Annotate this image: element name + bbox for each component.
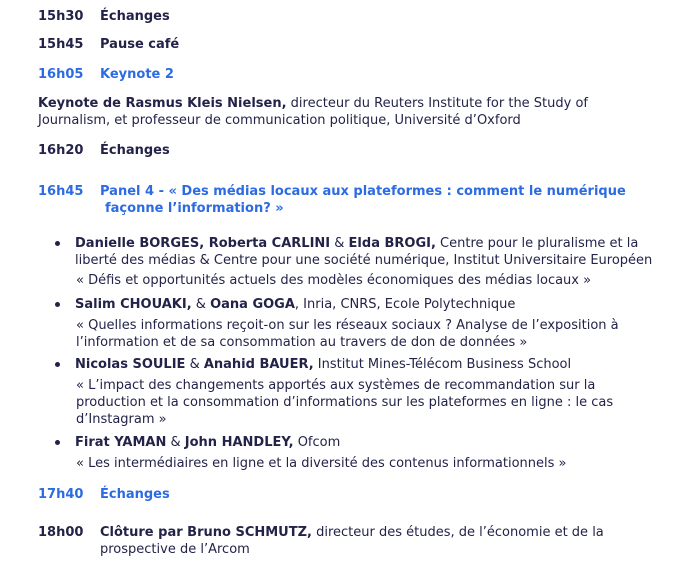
bullet-icon <box>55 362 60 367</box>
speaker-entry <box>75 434 653 451</box>
text-segment-bold: Échanges <box>100 9 170 24</box>
text-segment-bold: John HANDLEY, <box>184 435 294 450</box>
text-segment: Centre pour le pluralisme et la liberté des médias & Centre pour une société numérique, Institut Universitaire Européen <box>75 236 653 268</box>
text-segment-bold: Danielle BORGES, Roberta CARLINI <box>75 236 331 251</box>
description-paragraph <box>38 95 653 129</box>
bullet-row <box>38 235 653 269</box>
session-title <box>100 524 653 558</box>
text-segment-bold: Échanges <box>100 487 170 502</box>
text-segment-bold: Keynote de Rasmus Kleis Nielsen, <box>38 96 287 111</box>
text-segment-bold: Oana GOGA <box>210 297 295 312</box>
text-segment-bold: Clôture par Bruno SCHMUTZ, <box>100 525 312 540</box>
text-segment-bold: Nicolas SOULIE <box>75 357 186 372</box>
text-segment-bold: Elda BROGI, <box>348 236 436 251</box>
session-row <box>38 183 653 217</box>
bullet-icon <box>55 241 60 246</box>
session-title <box>100 8 653 25</box>
talk-title <box>38 317 653 351</box>
session-row <box>38 8 653 25</box>
text-segment-bold: Panel 4 - « Des médias locaux aux plateformes : comment le numérique façonne l’information? » <box>100 184 626 216</box>
text-segment-bold: Keynote 2 <box>100 67 174 82</box>
text-segment: Institut Mines-Télécom Business School <box>313 357 572 372</box>
text-segment-bold: Échanges <box>100 143 170 158</box>
speaker-entry <box>75 356 653 373</box>
session-time: 15h30 <box>38 9 84 24</box>
talk-title <box>38 455 653 472</box>
session-title <box>100 66 653 83</box>
session-title <box>100 183 653 217</box>
text-segment: « Quelles informations reçoit-on sur les réseaux sociaux ? Analyse de l’exposition à l’information et de sa consommation au travers de don de données » <box>76 318 619 350</box>
session-time: 18h00 <box>38 525 84 540</box>
text-segment-bold: Anahid BAUER, <box>203 357 314 372</box>
session-time: 16h45 <box>38 184 84 199</box>
speaker-entry <box>75 235 653 269</box>
bullet-row <box>38 356 653 373</box>
bullet-row <box>38 296 653 313</box>
text-segment: & <box>185 357 204 372</box>
session-row <box>38 486 653 503</box>
speaker-entry <box>75 296 653 313</box>
session-title <box>100 142 653 159</box>
text-segment: « Les intermédiaires en ligne et la diversité des contenus informationnels » <box>76 456 567 471</box>
text-segment: & <box>330 236 349 251</box>
session-row <box>38 36 653 53</box>
text-segment: directeur du Reuters Institute for the Study of Journalism, et professeur de communication politique, Université d’Oxford <box>38 96 589 128</box>
text-segment-bold: Firat YAMAN <box>75 435 167 450</box>
session-row <box>38 66 653 83</box>
bullet-icon <box>55 302 60 307</box>
text-segment: « L’impact des changements apportés aux systèmes de recommandation sur la production et la consommation d’informations sur les plateformes en ligne : le cas d’Instagram » <box>76 378 614 427</box>
session-time: 16h20 <box>38 143 84 158</box>
talk-title <box>38 272 653 289</box>
text-segment: « Défis et opportunités actuels des modèles économiques des médias locaux » <box>76 273 592 288</box>
session-time: 16h05 <box>38 67 84 82</box>
bullet-icon <box>55 440 60 445</box>
session-row <box>38 524 653 558</box>
session-time: 15h45 <box>38 37 84 52</box>
text-segment: , Inria, CNRS, Ecole Polytechnique <box>294 297 516 312</box>
text-segment: Ofcom <box>293 435 341 450</box>
session-title <box>100 36 653 53</box>
text-segment: directeur des études, de l’économie et de la prospective de l’Arcom <box>100 525 604 557</box>
text-segment-bold: Salim CHOUAKI, <box>75 297 192 312</box>
session-time: 17h40 <box>38 487 84 502</box>
text-segment-bold: Pause café <box>100 37 180 52</box>
bullet-row <box>38 434 653 451</box>
text-segment: & <box>191 297 211 312</box>
text-segment: & <box>166 435 185 450</box>
talk-title <box>38 377 653 428</box>
session-row <box>38 142 653 159</box>
session-title <box>100 486 653 503</box>
